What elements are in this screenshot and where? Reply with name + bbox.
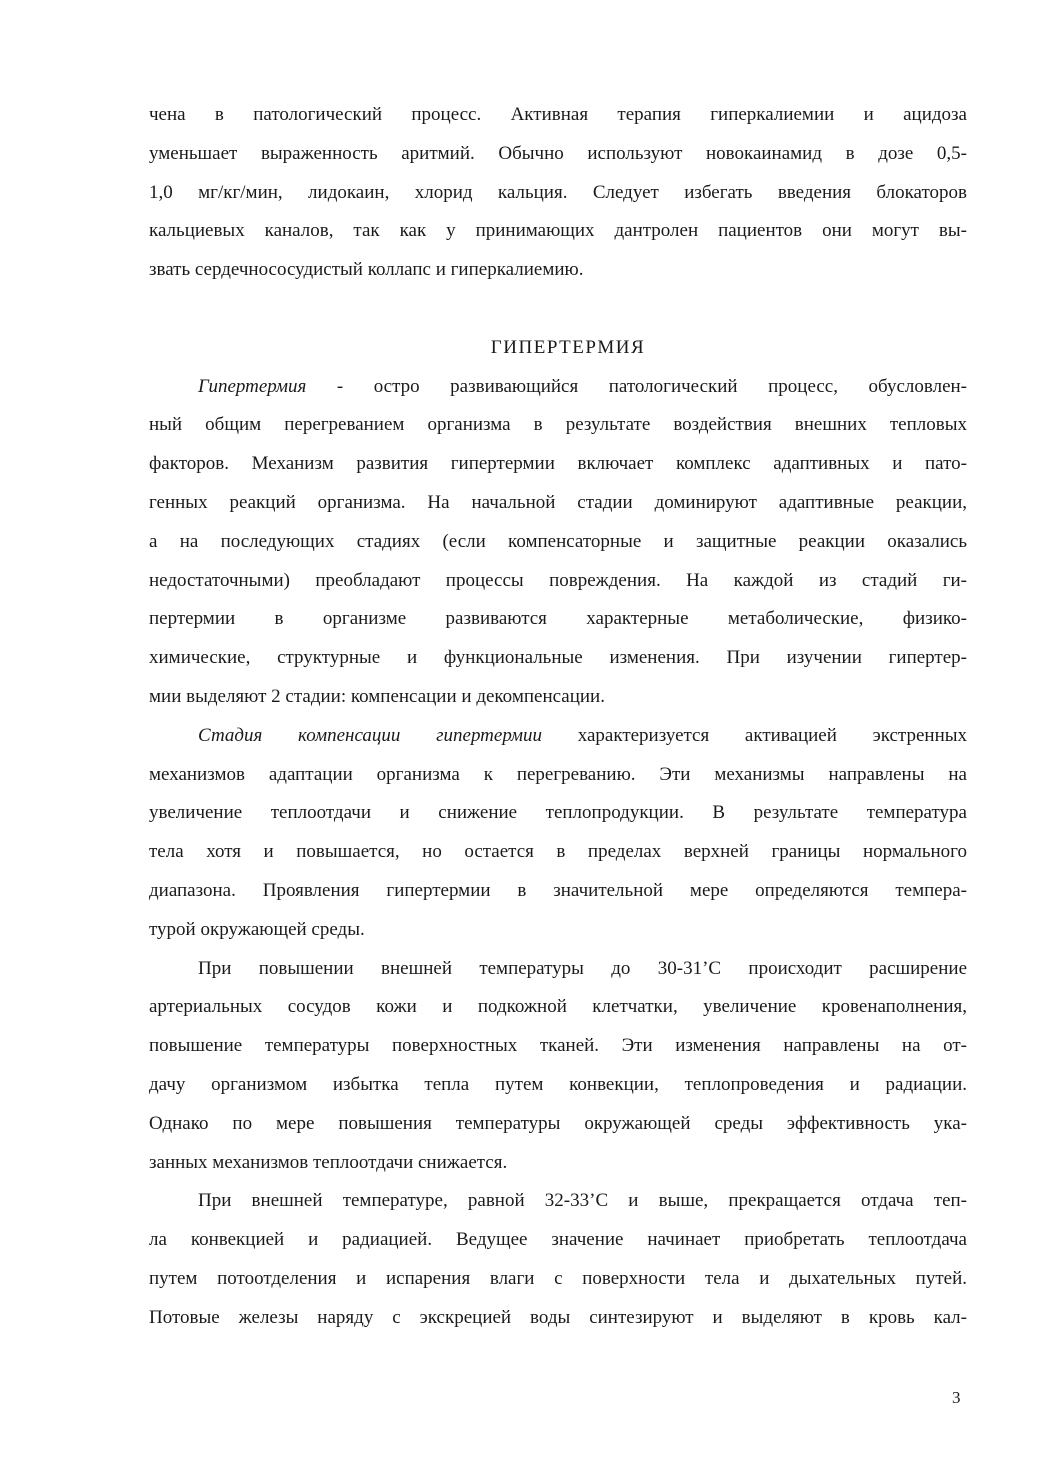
p2-line-2: механизмов адаптации организма к перегреванию. Эти механизмы направлены на [149, 763, 967, 785]
p3-line-3: повышение температуры поверхностных тканей. Эти изменения направлены на от- [149, 1035, 967, 1057]
p1-line-3: факторов. Механизм развития гипертермии включает комплекс адаптивных и пато- [149, 453, 967, 475]
p1-line-7: пертермии в организме развиваются характерные метаболические, физико- [149, 608, 967, 630]
intro-line-3: 1,0 мг/кг/мин, лидокаин, хлорид кальция. Следует избегать введения блокаторов [149, 181, 967, 203]
p2-line-6: турой окружающей среды. [149, 918, 365, 940]
section-heading: ГИПЕРТЕРМИЯ [490, 336, 646, 358]
p1-line-2: ный общим перегреванием организма в результате воздействия внешних тепловых [149, 414, 967, 436]
p3-line-6: занных механизмов теплоотдачи снижается. [149, 1151, 508, 1173]
p2-line-5: диапазона. Проявления гипертермии в значительной мере определяются темпера- [149, 879, 967, 901]
p3-line-1: При повышении внешней температуры до 30-31’С происходит расширение [198, 957, 967, 979]
p4-line-2: ла конвекцией и радиацией. Ведущее значение начинает приобретать теплоотдача [149, 1229, 967, 1251]
p1-line-8: химические, структурные и функциональные изменения. При изучении гипертер- [149, 647, 967, 669]
p1-first-rest: - остро развивающийся патологический процесс, обусловлен- [306, 375, 967, 397]
intro-line-4: кальциевых каналов, так как у принимающих дантролен пациентов они могут вы- [149, 220, 967, 242]
p2-line-3: увеличение теплоотдачи и снижение теплопродукции. В результате температура [149, 802, 967, 824]
intro-line-1: чена в патологический процесс. Активная терапия гиперкалиемии и ацидоза [149, 104, 967, 125]
p4-line-3: путем потоотделения и испарения влаги с поверхности тела и дыхательных путей. [149, 1267, 967, 1289]
p4-line-1: При внешней температуре, равной 32-33’С и выше, прекращается отдача теп- [198, 1190, 967, 1212]
p4-line-4: Потовые железы наряду с экскрецией воды синтезируют и выделяют в кровь кал- [149, 1306, 967, 1328]
p2-term: Стадия компенсации гипертермии [198, 724, 543, 746]
p2-line-1 [149, 717, 967, 756]
page-number: 3 [952, 1388, 961, 1407]
intro-line-5: звать сердечнососудистый коллапс и гиперкалиемию. [149, 259, 584, 281]
p2-first-rest: характеризуется активацией экстренных [542, 724, 968, 746]
p3-line-2: артериальных сосудов кожи и подкожной клетчатки, увеличение кровенаполнения, [149, 996, 967, 1018]
p1-line-4: генных реакций организма. На начальной стадии доминируют адаптивные реакции, [149, 491, 967, 513]
p1-line-9: мии выделяют 2 стадии: компенсации и декомпенсации. [149, 685, 605, 707]
p1-line-6: недостаточными) преобладают процессы повреждения. На каждой из стадий ги- [149, 569, 967, 591]
p1-line-5: а на последующих стадиях (если компенсаторные и защитные реакции оказались [149, 530, 967, 552]
p2-line-4: тела хотя и повышается, но остается в пределах верхней границы нормального [149, 841, 967, 863]
p1-term: Гипертермия [198, 375, 307, 397]
p3-line-5: Однако по мере повышения температуры окружающей среды эффективность ука- [149, 1112, 967, 1134]
p1-line-1 [149, 368, 967, 407]
body-text [149, 96, 967, 1338]
intro-line-2: уменьшает выраженность аритмий. Обычно используют новокаинамид в дозе 0,5- [149, 142, 967, 164]
p3-line-4: дачу организмом избытка тепла путем конвекции, теплопроведения и радиации. [149, 1073, 967, 1095]
